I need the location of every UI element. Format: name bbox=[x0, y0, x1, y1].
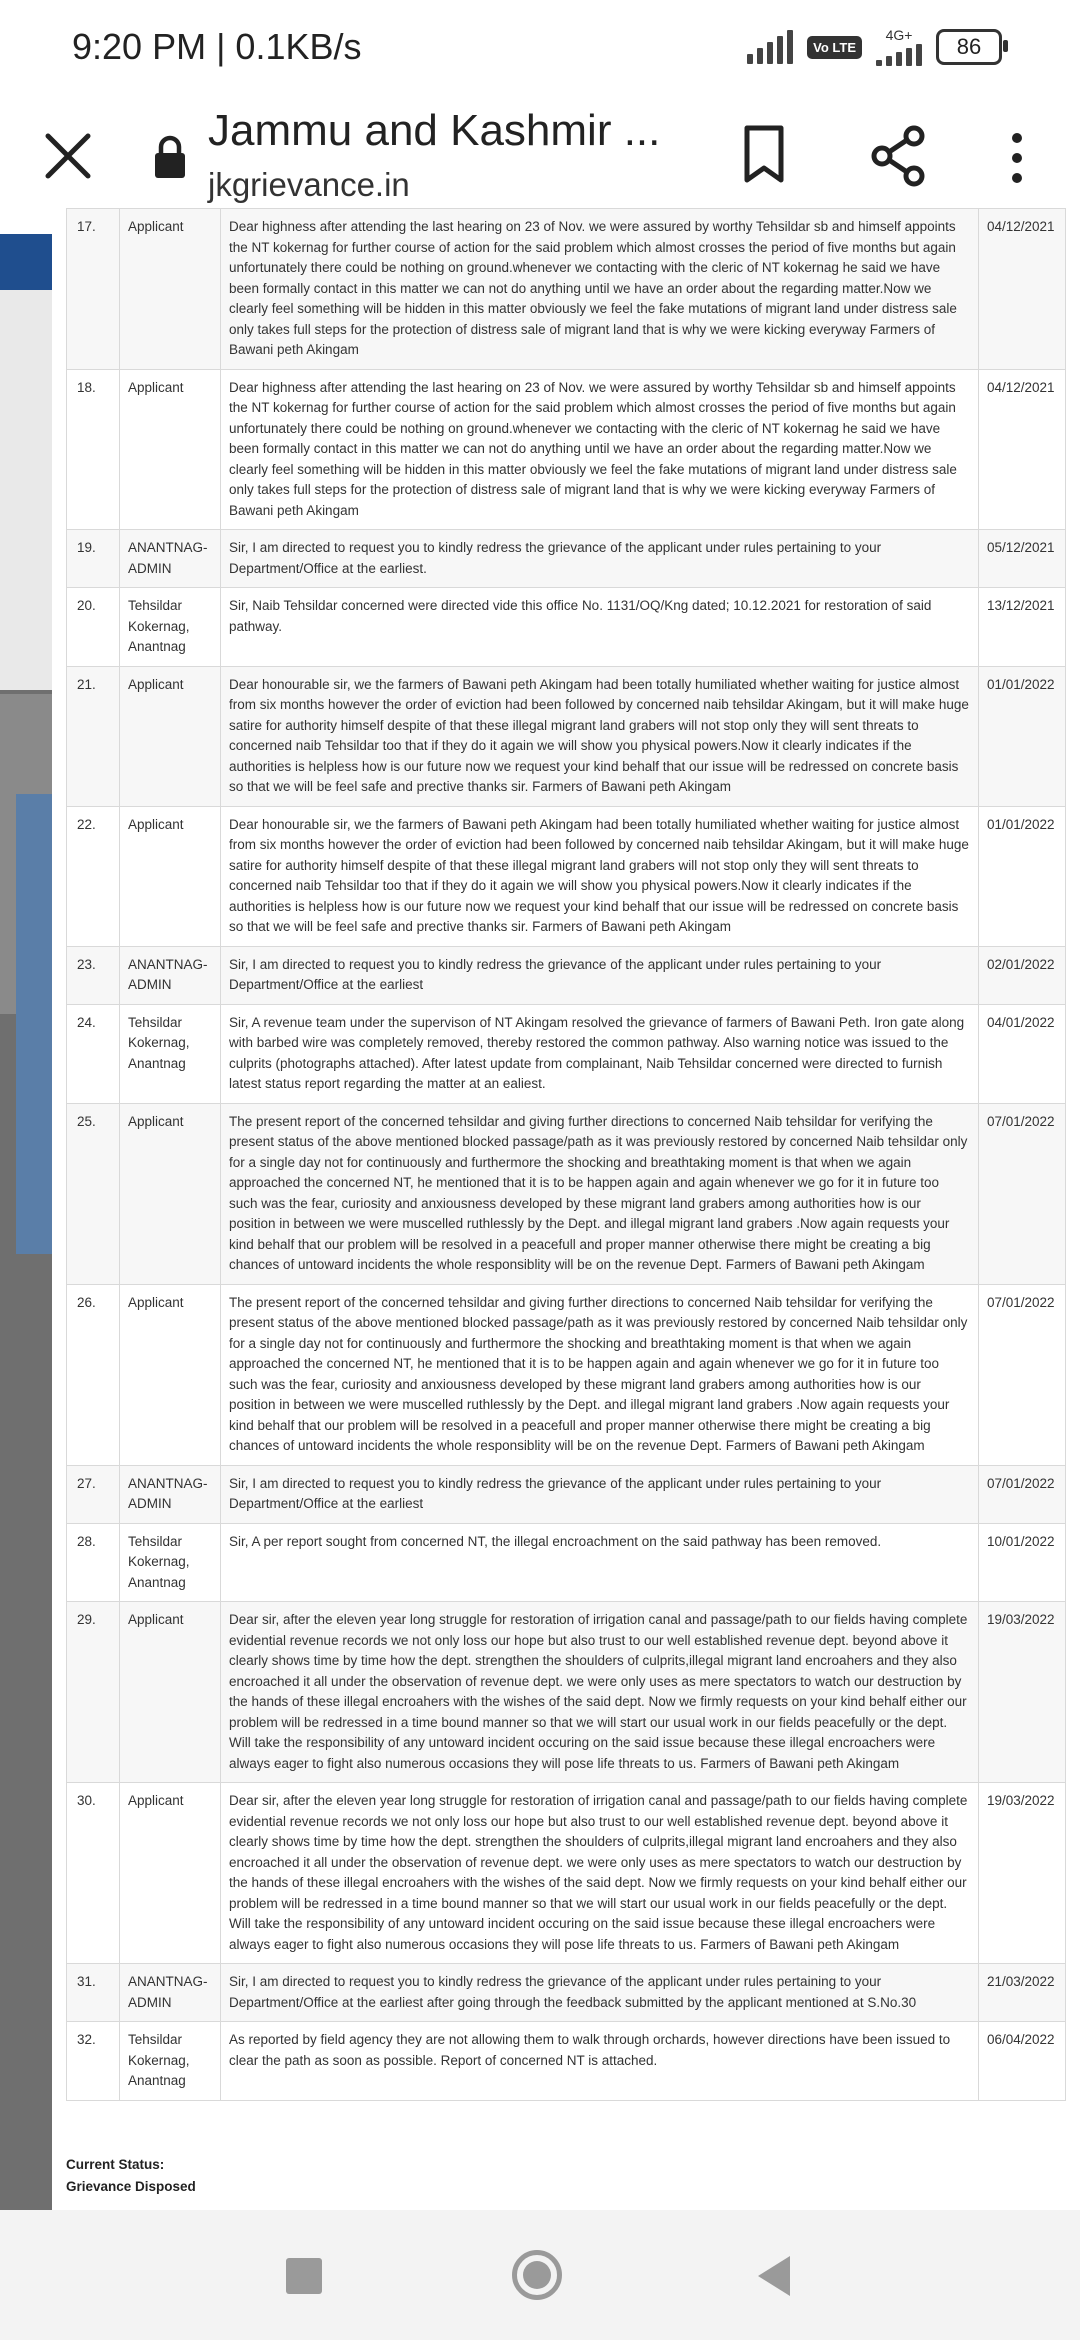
row-remarks: Sir, I am directed to request you to kindly redress the grievance of the applicant under rules pertaining to your Department/Office at the earliest. bbox=[221, 530, 979, 588]
row-submitted-by: Applicant bbox=[120, 1783, 221, 1964]
row-submitted-by: Applicant bbox=[120, 806, 221, 946]
table-row bbox=[67, 1602, 1066, 1783]
row-date: 01/01/2022 bbox=[979, 806, 1066, 946]
volte-badge: Vo LTE bbox=[807, 36, 862, 59]
row-number: 29. bbox=[67, 1602, 120, 1783]
row-remarks: Dear sir, after the eleven year long struggle for restoration of irrigation canal and passage/path to our fields having complete evidential revenue records we not only loss our hope but also trust to our well established revenue dept. beyond above it clearly shows time by time how the dept. strengthen the shoulders of culprits,illegal migrant land encroahers and they also encroached it all under the observation of revenue dept. we were only uses as mere spectators to watch our destruction by the hands of these illegal encroahers with the wishes of the said dept. Now we firmly requests on your kind behalf either our problem will be redressed in a time bound manner so that we will start our usual work in our fields peacefully or the dept. Will take the responsibility of any untoward incident occuring on the said issue because these illegal encroachers were always eager to fight also numerous occasions they will pose life threats to us. Farmers of Bawani peth Akingam bbox=[221, 1783, 979, 1964]
more-options-icon[interactable] bbox=[1000, 130, 1034, 186]
current-status bbox=[66, 2154, 196, 2198]
row-date: 07/01/2022 bbox=[979, 1284, 1066, 1465]
row-remarks: As reported by field agency they are not allowing them to walk through orchards, however directions have been issued to clear the path as soon as possible. Report of concerned NT is attached. bbox=[221, 2022, 979, 2101]
row-submitted-by: Tehsildar Kokernag, Anantnag bbox=[120, 2022, 221, 2101]
current-status-label: Current Status: bbox=[66, 2157, 165, 2172]
share-icon[interactable] bbox=[870, 126, 926, 186]
table-row bbox=[67, 209, 1066, 370]
close-icon[interactable] bbox=[38, 126, 98, 186]
table-row bbox=[67, 946, 1066, 1004]
row-date: 02/01/2022 bbox=[979, 946, 1066, 1004]
back-button[interactable] bbox=[758, 2256, 790, 2296]
status-icons bbox=[747, 28, 1002, 66]
background-emblem-area bbox=[0, 290, 52, 690]
row-submitted-by: Tehsildar Kokernag, Anantnag bbox=[120, 1523, 221, 1602]
table-row bbox=[67, 2022, 1066, 2101]
status-bar bbox=[0, 0, 1080, 96]
row-date: 01/01/2022 bbox=[979, 666, 1066, 806]
row-date: 04/12/2021 bbox=[979, 209, 1066, 370]
row-submitted-by: Tehsildar Kokernag, Anantnag bbox=[120, 588, 221, 667]
current-status-value: Grievance Disposed bbox=[66, 2179, 196, 2194]
row-date: 06/04/2022 bbox=[979, 2022, 1066, 2101]
network-type: 4G+ bbox=[885, 27, 913, 43]
row-remarks: Dear highness after attending the last hearing on 23 of Nov. we were assured by worthy Tehsildar sb and himself appoints the NT kokernag for further course of action for the said problem which almost crosses the period of five months but again unfortunately there could be nothing on ground.whenever we contacting with the cleric of NT kokernag he said we have been formally contact in this matter we can not do anything until we have an order about the regarding matter.Now we clearly feel something will be hidden in this matter obviously we feel the fake mutations of migrant land under distress sale only takes full steps for the protection of distress sale of migrant land that is why we were kicking everyway Farmers of Bawani peth Akingam bbox=[221, 209, 979, 370]
row-number: 17. bbox=[67, 209, 120, 370]
table-row bbox=[67, 1964, 1066, 2022]
table-row bbox=[67, 530, 1066, 588]
row-remarks: Dear honourable sir, we the farmers of Bawani peth Akingam had been totally humiliated whether waiting for justice almost from six months however the order of eviction had been followed by concerned naib tehsildar Akingam, but it will make huge satire for authority himself despite of that these illegal migrant land grabers will not stop only they will sent threats to concerned naib Tehsildar too that if they do it again we will show you physical powers.Now it clearly indicates if the authorities is helpless how is our future now we request your kind behalf that our issue will be redressed on concrete basis so that we will be feel safe and prective thanks sir. Farmers of Bawani peth Akingam bbox=[221, 806, 979, 946]
status-time: 9:20 PM | 0.1KB/s bbox=[72, 26, 362, 67]
row-number: 31. bbox=[67, 1964, 120, 2022]
row-submitted-by: Applicant bbox=[120, 666, 221, 806]
row-remarks: The present report of the concerned tehsildar and giving further directions to concerned Naib tehsildar for verifying the present status of the above mentioned blocked passage/path as it was previously restored by concerned Naib tehsildar only for a single day not for continuously and furthermore the shocking and breathtaking moment is that when we again approached the concerned NT, he mentioned that it is to be happen again and again whenever we go for it in future too such was the fear, curiosity and anxiousness developed by these migrant land grabers among authorities how is our position in between we were muscelled ruthlessly by the Dept. and illegal migrant land grabers .Now again requests your kind behalf that our problem will be resolved in a peacefull and proper manner otherwise there might be creating a big chances of untoward incidents the whole responsiblity will be on the revenue Dept. Farmers of Bawani peth Akingam bbox=[221, 1103, 979, 1284]
row-submitted-by: ANANTNAG-ADMIN bbox=[120, 1964, 221, 2022]
row-remarks: Dear sir, after the eleven year long struggle for restoration of irrigation canal and passage/path to our fields having complete evidential revenue records we not only loss our hope but also trust to our well established revenue dept. beyond above it clearly shows time by time how the dept. strengthen the shoulders of culprits,illegal migrant land encroahers and they also encroached it all under the observation of revenue dept. we were only uses as mere spectators to watch our destruction by the hands of these illegal encroahers with the wishes of the said dept. Now we firmly requests on your kind behalf either our problem will be redressed in a time bound manner so that we will start our usual work in our fields peacefully or the dept. Will take the responsibility of any untoward incident occuring on the said issue because these illegal encroachers were always eager to fight also numerous occasions they will pose life threats to us. Farmers of Bawani peth Akingam bbox=[221, 1602, 979, 1783]
row-date: 04/01/2022 bbox=[979, 1004, 1066, 1103]
row-date: 13/12/2021 bbox=[979, 588, 1066, 667]
table-row bbox=[67, 369, 1066, 530]
page-url[interactable]: jkgrievance.in bbox=[208, 166, 410, 203]
row-number: 18. bbox=[67, 369, 120, 530]
battery-icon: 86 bbox=[936, 29, 1002, 65]
system-navigation-bar bbox=[0, 2210, 1080, 2340]
row-date: 07/01/2022 bbox=[979, 1465, 1066, 1523]
table-row bbox=[67, 1465, 1066, 1523]
row-submitted-by: Applicant bbox=[120, 1103, 221, 1284]
background-header-strip bbox=[0, 234, 52, 290]
row-remarks: Sir, I am directed to request you to kindly redress the grievance of the applicant under rules pertaining to your Department/Office at the earliest bbox=[221, 946, 979, 1004]
row-remarks: Sir, I am directed to request you to kindly redress the grievance of the applicant under rules pertaining to your Department/Office at the earliest bbox=[221, 1465, 979, 1523]
bookmark-icon[interactable] bbox=[742, 124, 786, 184]
row-number: 25. bbox=[67, 1103, 120, 1284]
row-remarks: Sir, Naib Tehsildar concerned were directed vide this office No. 1131/OQ/Kng dated; 10.12.2021 for restoration of said pathway. bbox=[221, 588, 979, 667]
row-remarks: The present report of the concerned tehsildar and giving further directions to concerned Naib tehsildar for verifying the present status of the above mentioned blocked passage/path as it was previously restored by concerned Naib tehsildar only for a single day not for continuously and furthermore the shocking and breathtaking moment is that when we again approached the concerned NT, he mentioned that it is to be happen again and again whenever we go for it in future too such was the fear, curiosity and anxiousness developed by these migrant land grabers among authorities how is our position in between we were muscelled ruthlessly by the Dept. and illegal migrant land grabers .Now again requests your kind behalf that our problem will be resolved in a peacefull and proper manner otherwise there might be creating a big chances of untoward incidents the whole responsiblity will be on the revenue Dept. Farmers of Bawani peth Akingam bbox=[221, 1284, 979, 1465]
lock-icon[interactable] bbox=[152, 134, 188, 180]
table-row bbox=[67, 1103, 1066, 1284]
row-number: 32. bbox=[67, 2022, 120, 2101]
table-row bbox=[67, 1284, 1066, 1465]
page-title[interactable]: Jammu and Kashmir ... bbox=[208, 106, 661, 155]
row-date: 21/03/2022 bbox=[979, 1964, 1066, 2022]
table-row bbox=[67, 1523, 1066, 1602]
row-number: 24. bbox=[67, 1004, 120, 1103]
network-indicator bbox=[876, 28, 922, 66]
row-remarks: Sir, I am directed to request you to kindly redress the grievance of the applicant under rules pertaining to your Department/Office at the earliest after going through the feedback submitted by the applicant mentioned at S.No.30 bbox=[221, 1964, 979, 2022]
row-submitted-by: Applicant bbox=[120, 1602, 221, 1783]
home-button[interactable] bbox=[512, 2250, 562, 2300]
table-row bbox=[67, 1004, 1066, 1103]
row-remarks: Dear honourable sir, we the farmers of Bawani peth Akingam had been totally humiliated whether waiting for justice almost from six months however the order of eviction had been followed by concerned naib tehsildar Akingam, but it will make huge satire for authority himself despite of that these illegal migrant land grabers will not stop only they will sent threats to concerned naib Tehsildar too that if they do it again we will show you physical powers.Now it clearly indicates if the authorities is helpless how is our future now we request your kind behalf that our issue will be redressed on concrete basis so that we will be feel safe and prective thanks sir. Farmers of Bawani peth Akingam bbox=[221, 666, 979, 806]
recent-apps-button[interactable] bbox=[286, 2258, 322, 2294]
row-submitted-by: ANANTNAG-ADMIN bbox=[120, 530, 221, 588]
row-date: 19/03/2022 bbox=[979, 1602, 1066, 1783]
row-remarks: Dear highness after attending the last hearing on 23 of Nov. we were assured by worthy Tehsildar sb and himself appoints the NT kokernag for further course of action for the said problem which almost crosses the period of five months but again unfortunately there could be nothing on ground.whenever we contacting with the cleric of NT kokernag he said we have been formally contact in this matter we can not do anything until we have an order about the regarding matter.Now we clearly feel something will be hidden in this matter obviously we feel the fake mutations of migrant land under distress sale only takes full steps for the protection of distress sale of migrant land that is why we were kicking everyway Farmers of Bawani peth Akingam bbox=[221, 369, 979, 530]
row-submitted-by: ANANTNAG-ADMIN bbox=[120, 946, 221, 1004]
row-submitted-by: Applicant bbox=[120, 1284, 221, 1465]
table-row bbox=[67, 666, 1066, 806]
table-row bbox=[67, 1783, 1066, 1964]
row-date: 19/03/2022 bbox=[979, 1783, 1066, 1964]
row-submitted-by: ANANTNAG-ADMIN bbox=[120, 1465, 221, 1523]
row-submitted-by: Tehsildar Kokernag, Anantnag bbox=[120, 1004, 221, 1103]
web-page bbox=[0, 219, 1080, 2210]
row-number: 28. bbox=[67, 1523, 120, 1602]
row-number: 30. bbox=[67, 1783, 120, 1964]
background-info-box bbox=[16, 794, 52, 1254]
row-remarks: Sir, A per report sought from concerned NT, the illegal encroachment on the said pathway has been removed. bbox=[221, 1523, 979, 1602]
row-remarks: Sir, A revenue team under the supervison of NT Akingam resolved the grievance of farmers of Bawani Peth. Iron gate along with barbed wire was completely removed, thereby restored the common pathway. Also warning notice was issued to the culprits (photographs attached). After latest update from complainant, Naib Tehsildar concerned were directed to furnish latest status report regarding the matter at an ealiest. bbox=[221, 1004, 979, 1103]
row-number: 20. bbox=[67, 588, 120, 667]
grievance-history-modal bbox=[52, 219, 1080, 2210]
row-submitted-by: Applicant bbox=[120, 369, 221, 530]
signal-icon-2 bbox=[876, 44, 922, 66]
row-number: 23. bbox=[67, 946, 120, 1004]
row-number: 27. bbox=[67, 1465, 120, 1523]
row-date: 05/12/2021 bbox=[979, 530, 1066, 588]
row-number: 22. bbox=[67, 806, 120, 946]
row-submitted-by: Applicant bbox=[120, 209, 221, 370]
row-number: 21. bbox=[67, 666, 120, 806]
table-row bbox=[67, 588, 1066, 667]
row-date: 04/12/2021 bbox=[979, 369, 1066, 530]
row-number: 26. bbox=[67, 1284, 120, 1465]
table-row bbox=[67, 806, 1066, 946]
row-date: 10/01/2022 bbox=[979, 1523, 1066, 1602]
row-date: 07/01/2022 bbox=[979, 1103, 1066, 1284]
signal-icon bbox=[747, 30, 793, 64]
row-number: 19. bbox=[67, 530, 120, 588]
action-history-table bbox=[66, 208, 1066, 2101]
